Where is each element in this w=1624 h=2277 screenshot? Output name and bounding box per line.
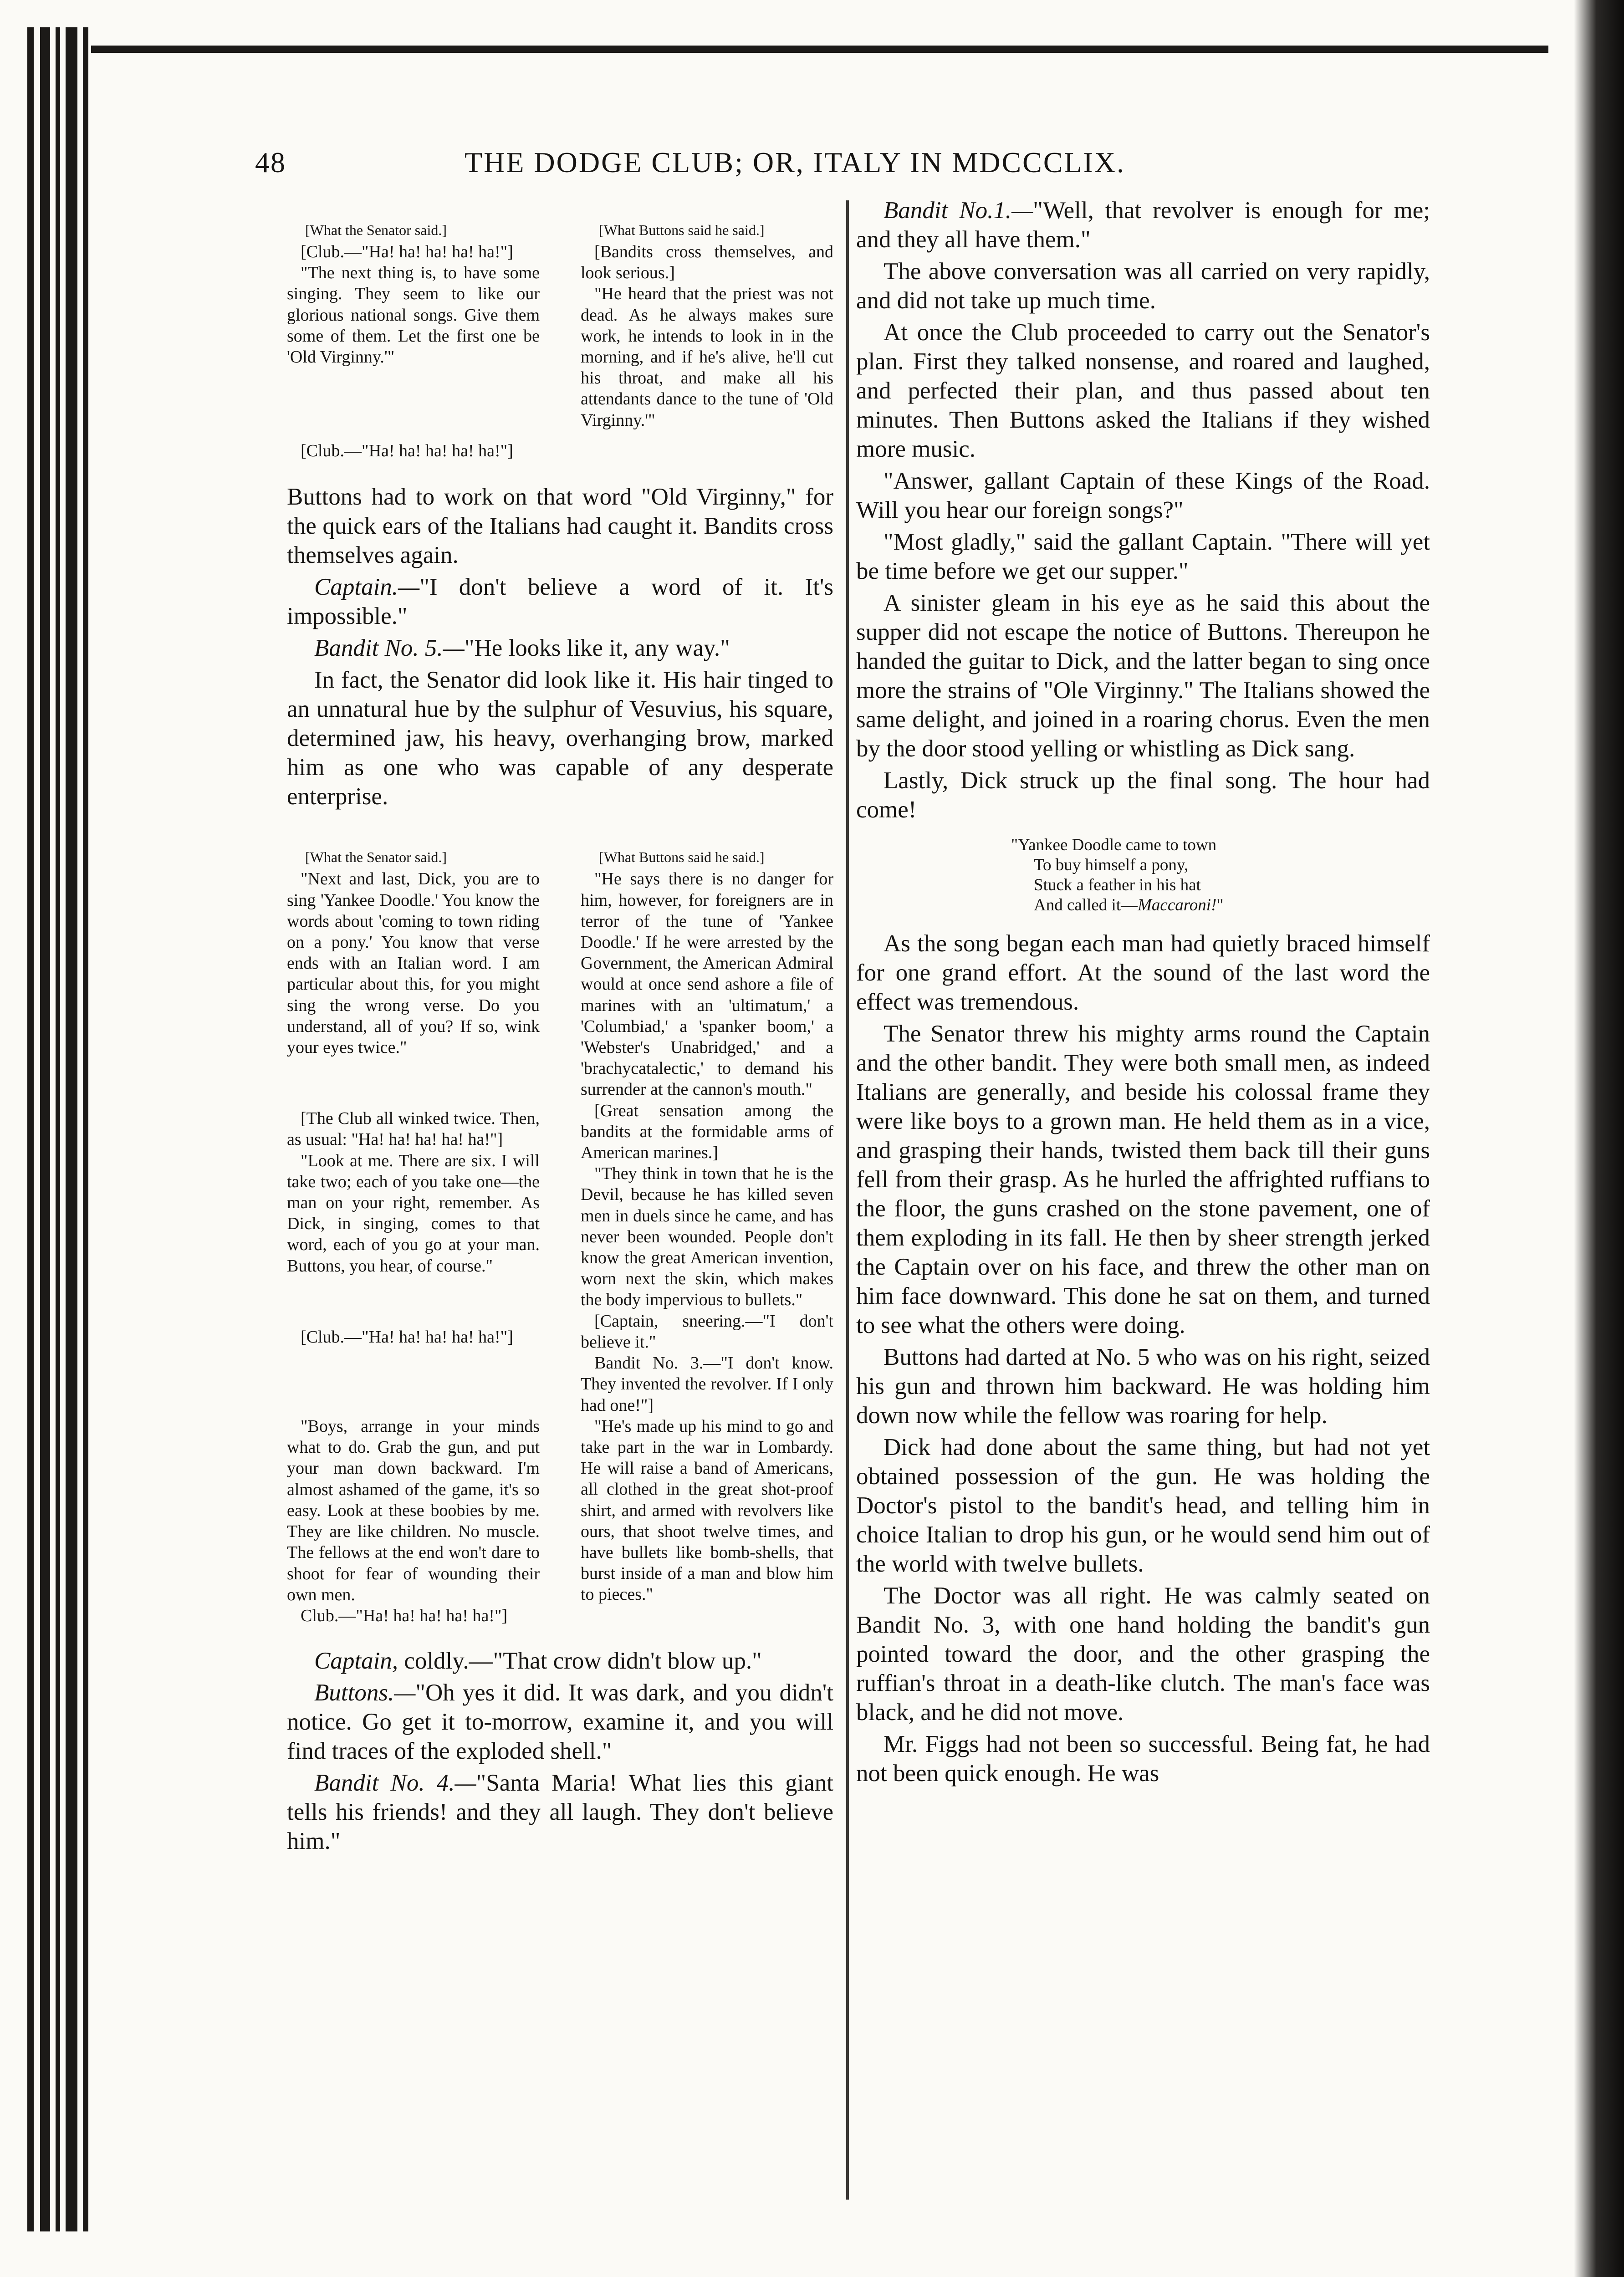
dual-column-block-2 <box>287 847 833 1626</box>
speaker-tag: coldly.— <box>404 1648 493 1675</box>
song-line-text: And called it— <box>1034 896 1138 914</box>
buttons-translation: "He heard that the priest was not dead. As he always makes sure work, he intends to look in in the morning, and if he's alive, he'll cut his throat, and make all his attendants dance to the tune of 'Old Virginny.'" <box>581 284 833 430</box>
senator-said-heading: [What the Senator said.] <box>305 849 447 866</box>
senator-instruction: "Look at me. There are six. I will take two; each of you take one—the man on your right, remember. As Dick, in singing, comes to that word, each of you go at your man. Buttons, you hear, of course." <box>287 1151 540 1276</box>
paragraph: In fact, the Senator did look like it. His hair tinged to an unnatural hue by the sulphur of Vesuvius, his square, determined jaw, his heavy, overhanging brow, marked him as one who was capable of any desperate enterprise. <box>287 667 833 810</box>
senator-instruction: "Boys, arrange in your minds what to do. Grab the gun, and put your man down backward. I'm almost ashamed of the game, it's so easy. Look at these boobies by me. They are like children. No muscle. The fellows at the end won't dare to shoot for fear of wounding their own men. <box>287 1417 540 1604</box>
dual-column-block-1 <box>287 220 833 461</box>
right-column <box>856 196 1430 2163</box>
club-laugh: Club.—"Ha! ha! ha! ha! ha!"] <box>301 1606 508 1625</box>
senator-said-column-1 <box>287 220 540 461</box>
buttons-said-heading: [What Buttons said he said.] <box>599 849 765 866</box>
scan-top-rule <box>91 46 1548 53</box>
speaker-label: Bandit No. 5.— <box>314 635 465 662</box>
buttons-said-column-1 <box>581 220 833 461</box>
paragraph: Buttons had to work on that word "Old Virginny," for the quick ears of the Italians had caught it. Bandits cross themselves again. <box>287 484 833 569</box>
senator-instruction: "The next thing is, to have some singing. They seem to like our glorious national songs. Give them some of them. Let the first one be 'Old Virginny.'" <box>287 263 540 367</box>
running-title: THE DODGE CLUB; OR, ITALY IN MDCCCLIX. <box>465 146 1126 179</box>
club-wink: [The Club all winked twice. Then, as usual: "Ha! ha! ha! ha! ha!"] <box>287 1109 540 1149</box>
paragraph: Dick had done about the same thing, but had not yet obtained possession of the gun. He was holding the Doctor's pistol to the bandit's head, and telling him in choice Italian to drop his gun, or he would send him out of the world with twelve bullets. <box>856 1434 1430 1577</box>
stage-direction: [Bandits cross themselves, and look serious.] <box>581 242 833 283</box>
speaker-label: Buttons.— <box>314 1680 416 1706</box>
paragraph <box>287 572 833 631</box>
song-line: Stuck a feather in his hat <box>1034 876 1201 894</box>
left-column <box>287 214 833 2163</box>
song-line: "Yankee Doodle came to town <box>1011 836 1217 854</box>
buttons-translation: "He says there is no danger for him, however, for foreigners are in terror of the tune of 'Yankee Doodle.' If he were arrested by the Government, the American Admiral would at once send ashore a file of marines with an 'ultimatum,' a 'Columbiad,' a 'spanker boom,' a 'Webster's Unabridged,' and a 'brachycatalectic,' to demand his surrender at the cannon's mouth." <box>581 869 833 1099</box>
dialogue: "Well, that revolver is enough for me; and they all have them." <box>856 197 1430 253</box>
senator-said-column-2 <box>287 847 540 1626</box>
dialogue: "He looks like it, any way." <box>464 635 730 662</box>
scan-binding-edge <box>27 27 96 2231</box>
paragraph: "Answer, gallant Captain of these Kings of the Road. Will you hear our foreign songs?" <box>856 468 1430 523</box>
scan-right-edge-shadow <box>1574 0 1624 2277</box>
bandit-aside: Bandit No. 3.—"I don't know. They invented the revolver. If I only had one!"] <box>581 1353 833 1415</box>
dialogue: "Oh yes it did. It was dark, and you didn't notice. Go get it to-morrow, examine it, and you will find traces of the exploded shell." <box>287 1680 833 1765</box>
paragraph: As the song began each man had quietly braced himself for one grand effort. At the sound of the last word the effect was tremendous. <box>856 930 1430 1015</box>
senator-said-heading: [What the Senator said.] <box>305 222 447 238</box>
buttons-said-column-2 <box>581 847 833 1626</box>
dialogue: "That crow didn't blow up." <box>493 1648 762 1675</box>
speaker-label: Captain.— <box>314 574 420 601</box>
paragraph: "Most gladly," said the gallant Captain. "There will yet be time before we get our supper." <box>856 529 1430 584</box>
paragraph: The above conversation was all carried on very rapidly, and did not take up much time. <box>856 258 1430 314</box>
paragraph: Buttons had darted at No. 5 who was on his right, seized his gun and thrown him backward. He was holding him down now while the fellow was roaring for help. <box>856 1344 1430 1429</box>
paragraph: The Doctor was all right. He was calmly seated on Bandit No. 3, with one hand holding the bandit's gun pointed toward the door, and the other grasping the ruffian's throat in a death-like clutch. The man's face was black, and he did not move. <box>856 1583 1430 1726</box>
stage-direction: [Great sensation among the bandits at the formidable arms of American marines.] <box>581 1101 833 1163</box>
song-last-word: Maccaroni! <box>1138 896 1217 914</box>
paragraph <box>287 1678 833 1766</box>
song-line <box>1034 895 1430 915</box>
page-number: 48 <box>255 146 286 179</box>
song-close-quote: " <box>1216 896 1224 914</box>
paragraph <box>287 633 833 663</box>
paragraph <box>287 1646 833 1675</box>
column-divider <box>846 200 849 2200</box>
paragraph <box>856 196 1430 254</box>
song-line: To buy himself a pony, <box>1034 856 1189 874</box>
club-laugh: [Club.—"Ha! ha! ha! ha! ha!"] <box>301 242 513 261</box>
senator-instruction: "Next and last, Dick, you are to sing 'Yankee Doodle.' You know the words about 'coming to town riding on a pony.' You know that verse ends with an Italian word. I am particular about this, for you might sing the wrong verse. Do you understand, all of you? If so, wink your eyes twice." <box>287 869 540 1057</box>
paragraph: The Senator threw his mighty arms round the Captain and the other bandit. They were both small men, as indeed Italians are generally, and beside his colossal frame they were like boys to a grown man. He held them as in a vice, and grasping their hands, twisted them back till their guns fell from their grasp. As he hurled the affrighted ruffians to the floor, the guns crashed on the stone pavement, one of them exploding in its fall. He then by sheer strength jerked the Captain over on his face, and threw the other man on him face downward. This done he sat on them, and turned to see what the others were doing. <box>856 1021 1430 1338</box>
speaker-label: Bandit No.1.— <box>883 197 1033 224</box>
buttons-said-heading: [What Buttons said he said.] <box>599 222 765 238</box>
paragraph: Mr. Figgs had not been so successful. Being fat, he had not been quick enough. He was <box>856 1731 1430 1787</box>
speaker-label: Captain, <box>314 1648 398 1675</box>
song-quotation <box>1011 835 1430 915</box>
paragraph: A sinister gleam in his eye as he said this about the supper did not escape the notice of Buttons. Thereupon he handed the guitar to Dick, and the latter began to sing once more the strains of "Ole Virginny." The Italians showed the same delight, and joined in a roaring chorus. Even the men by the door stood yelling or whistling as Dick sang. <box>856 590 1430 762</box>
captain-aside: [Captain, sneering.—"I don't believe it." <box>581 1311 833 1352</box>
paragraph <box>287 1768 833 1856</box>
paragraph: Lastly, Dick struck up the final song. The hour had come! <box>856 767 1430 823</box>
buttons-translation: "He's made up his mind to go and take part in the war in Lombardy. He will raise a band of Americans, all clothed in the great shot-proof shirt, and armed with revolvers like ours, that shoot twelve times, and have bullets like bomb-shells, that burst inside of a man and blow him to pieces." <box>581 1416 833 1604</box>
club-laugh: [Club.—"Ha! ha! ha! ha! ha!"] <box>301 441 513 461</box>
paragraph: At once the Club proceeded to carry out the Senator's plan. First they talked nonsense, and roared and laughed, and perfected their plan, and thus passed about ten minutes. Then Buttons asked the Italians if they wished more music. <box>856 319 1430 462</box>
page-header <box>255 146 1448 196</box>
buttons-translation: "They think in town that he is the Devil, because he has killed seven men in duels since he came, and has never been wounded. People don't know the great American invention, worn next the skin, which makes the body impervious to bullets." <box>581 1164 833 1310</box>
dialogue: "Santa Maria! What lies this giant tells his friends! and they all laugh. They don't believe him." <box>287 1770 833 1855</box>
speaker-label: Bandit No. 4.— <box>314 1770 476 1797</box>
club-laugh: [Club.—"Ha! ha! ha! ha! ha!"] <box>301 1327 513 1347</box>
dialogue: "I don't believe a word of it. It's impossible." <box>287 574 833 630</box>
